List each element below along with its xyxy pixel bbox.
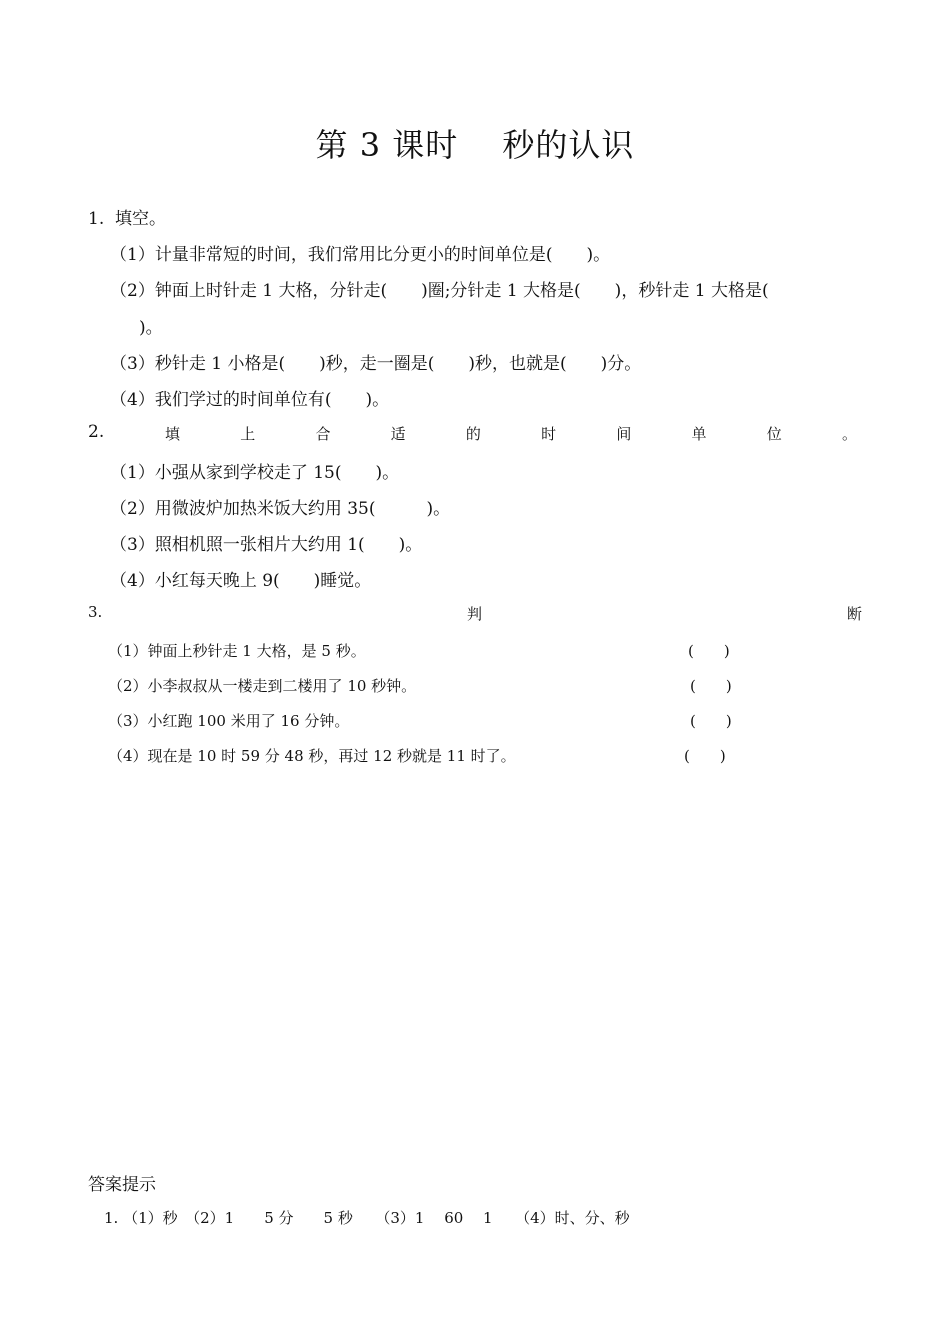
question-2-4: （4）小红每天晚上 9( )睡觉。 <box>110 571 372 591</box>
question-1-2-continued: )。 <box>122 318 163 338</box>
page-title: 第 3 课时 秒的认识 <box>315 126 635 164</box>
section-3-number: 3. <box>88 603 103 621</box>
judge-item-1: （1）钟面上秒针走 1 大格，是 5 秒。 <box>108 642 366 660</box>
question-1-2: （2）钟面上时针走 1 大格，分针走( )圈;分针走 1 大格是( )，秒针走 1 大格是( <box>110 281 769 301</box>
question-2-1: （1）小强从家到学校走了 15( )。 <box>110 463 400 483</box>
question-2-2: （2）用微波炉加热米饭大约用 35( )。 <box>110 499 451 519</box>
judge-answer-box-1: ( ) <box>688 642 730 660</box>
section-2-heading-char: 单 <box>691 425 707 443</box>
judge-item-4: （4）现在是 10 时 59 分 48 秒，再过 12 秒就是 11 时了。 <box>108 747 516 765</box>
section-2-heading-char: 的 <box>465 425 481 443</box>
section-3-heading-right: 断 <box>847 605 863 623</box>
section-2-heading-char: 合 <box>315 425 331 443</box>
judge-item-3: （3）小红跑 100 米用了 16 分钟。 <box>108 712 350 730</box>
judge-answer-box-4: ( ) <box>684 747 726 765</box>
section-2-heading-char: 位 <box>766 425 782 443</box>
judge-item-2: （2）小李叔叔从一楼走到二楼用了 10 秒钟。 <box>108 677 417 695</box>
section-2-number: 2. <box>88 422 105 442</box>
question-2-3: （3）照相机照一张相片大约用 1( )。 <box>110 535 423 555</box>
section-2-heading-char: 填 <box>165 425 181 443</box>
answers-line-1: 1. （1）秒 （2）1 5 分 5 秒 （3）1 60 1 （4）时、分、秒 <box>104 1209 630 1227</box>
section-2-heading <box>165 423 857 444</box>
judge-answer-box-2: ( ) <box>690 677 732 695</box>
section-2-heading-char: 间 <box>616 425 632 443</box>
section-1-heading: 1. 填空。 <box>88 209 167 229</box>
judge-answer-box-3: ( ) <box>690 712 732 730</box>
section-2-heading-char: 上 <box>240 425 256 443</box>
section-2-heading-char: 时 <box>541 425 557 443</box>
section-2-heading-char: 适 <box>390 425 406 443</box>
answers-heading: 答案提示 <box>88 1175 156 1195</box>
section-2-heading-char: 。 <box>841 425 857 443</box>
question-1-3: （3）秒针走 1 小格是( )秒，走一圈是( )秒，也就是( )分。 <box>110 354 642 374</box>
question-1-4: （4）我们学过的时间单位有( )。 <box>110 390 390 410</box>
section-3-heading-left: 判 <box>467 605 483 623</box>
question-1-1: （1）计量非常短的时间，我们常用比分更小的时间单位是( )。 <box>110 245 611 265</box>
